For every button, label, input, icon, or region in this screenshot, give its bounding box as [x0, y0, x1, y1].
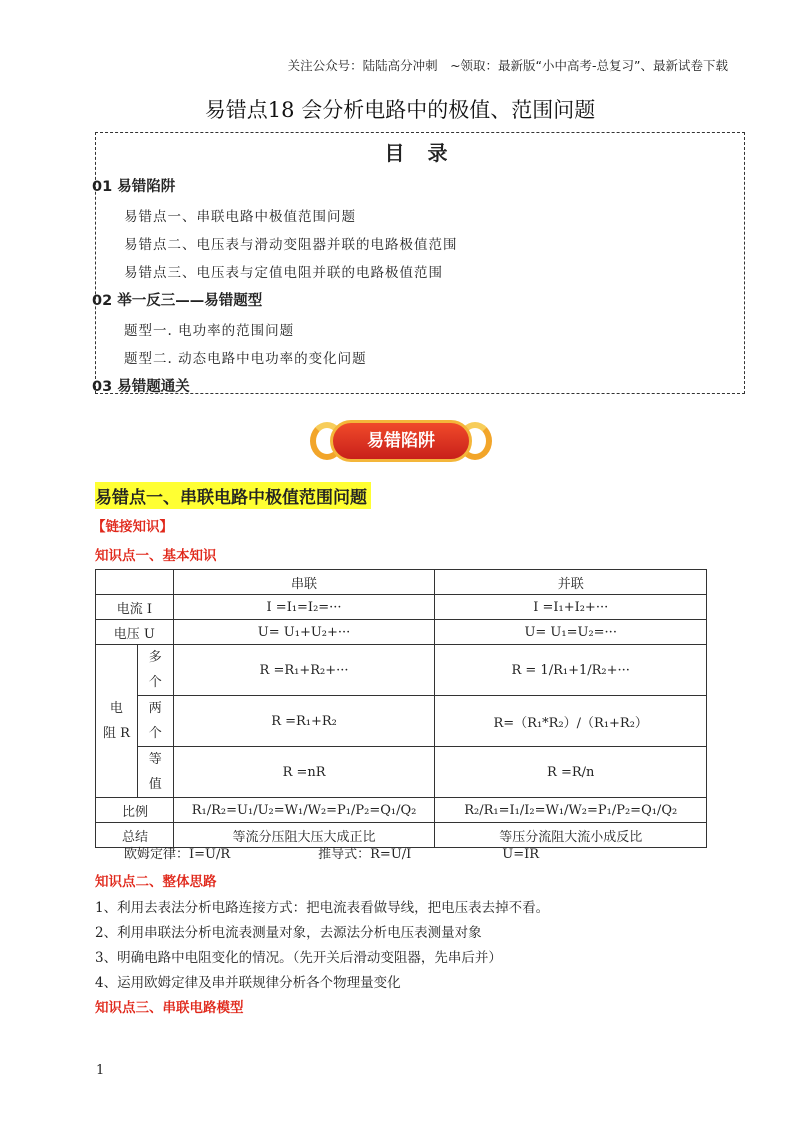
ohm-law-line [124, 843, 539, 862]
cell-ratio-parallel: R₂/R₁=I₁/I₂=W₁/W₂=P₁/P₂=Q₁/Q₂ [435, 798, 707, 823]
two-char-2: 个 [148, 726, 162, 741]
banner-badge [308, 412, 494, 470]
kp2-item-2: 2、利用串联法分析电流表测量对象，去源法分析电压表测量对象 [95, 925, 482, 941]
cell-voltage-series: U= U₁+U₂+··· [173, 620, 435, 645]
resistance-label-line1: 电 [109, 701, 123, 716]
ohm-law: 欧姆定律：I=U/R [124, 847, 231, 862]
table-row [96, 747, 707, 798]
cell-two-series: R =R₁+R₂ [173, 696, 435, 747]
row-label-ratio: 比例 [96, 798, 174, 823]
toc-item-1-3[interactable]: 易错点三、电压表与定值电阻并联的电路极值范围 [124, 265, 443, 281]
two-char-1: 两 [148, 701, 162, 716]
cell-summary-series: 等流分压阻大压大成正比 [173, 823, 435, 848]
toc-heading: 目 录 [384, 141, 456, 165]
kp2-title: 知识点二、整体思路 [95, 874, 217, 890]
table-header-series: 串联 [173, 570, 435, 595]
section-title: 易错点一、串联电路中极值范围问题 [95, 482, 371, 509]
cell-voltage-parallel: U= U₁=U₂=··· [435, 620, 707, 645]
knowledge-table [95, 569, 707, 848]
kp3-title: 知识点三、串联电路模型 [95, 1000, 244, 1016]
cell-multi-series: R =R₁+R₂+··· [173, 645, 435, 696]
cell-two-parallel: R=（R₁*R₂）/（R₁+R₂） [435, 696, 707, 747]
resistance-label-line2: 阻 R [102, 726, 130, 741]
kp2-item-1: 1、利用去表法分析电路连接方式：把电流表看做导线，把电压表去掉不看。 [95, 900, 550, 916]
header-note: 关注公众号：陆陆高分冲刺 ~领取：最新版“小中高考-总复习”、最新试卷下载 [287, 58, 728, 73]
table-row [96, 570, 707, 595]
banner-label: 易错陷阱 [330, 420, 472, 462]
row-label-summary: 总结 [96, 823, 174, 848]
multi-char-1: 多 [148, 650, 162, 665]
sub-label-multi [137, 645, 173, 696]
table-row [96, 798, 707, 823]
cell-ratio-series: R₁/R₂=U₁/U₂=W₁/W₂=P₁/P₂=Q₁/Q₂ [173, 798, 435, 823]
row-label-voltage: 电压 U [96, 620, 174, 645]
document-title: 易错点18 会分析电路中的极值、范围问题 [204, 98, 596, 122]
toc-section-1[interactable]: 01 易错陷阱 [92, 179, 176, 195]
page-number: 1 [96, 1063, 105, 1078]
row-label-resistance [96, 645, 138, 798]
sub-label-two [137, 696, 173, 747]
kp2-item-4: 4、运用欧姆定律及串并联规律分析各个物理量变化 [95, 975, 401, 991]
cell-current-parallel: I =I₁+I₂+··· [435, 595, 707, 620]
table-row [96, 620, 707, 645]
toc-section-3[interactable]: 03 易错题通关 [92, 379, 190, 395]
sub-label-equal [137, 747, 173, 798]
table-of-contents [92, 132, 745, 395]
cell-equal-series: R =nR [173, 747, 435, 798]
toc-item-2-2[interactable]: 题型二. 动态电路中电功率的变化问题 [124, 351, 367, 367]
row-label-current: 电流 I [96, 595, 174, 620]
kp2-item-3: 3、明确电路中电阻变化的情况。（先开关后滑动变阻器，先串后并） [95, 950, 502, 966]
ohm-derived: 推导式：R=U/I [318, 847, 412, 862]
table-row [96, 595, 707, 620]
table-header-parallel: 并联 [435, 570, 707, 595]
link-knowledge-label: 【链接知识】 [92, 519, 173, 535]
equal-char-2: 值 [148, 777, 162, 792]
toc-item-2-1[interactable]: 题型一. 电功率的范围问题 [124, 323, 295, 339]
ohm-third: U=IR [502, 847, 540, 862]
cell-summary-parallel: 等压分流阻大流小成反比 [435, 823, 707, 848]
toc-item-1-1[interactable]: 易错点一、串联电路中极值范围问题 [124, 209, 356, 225]
cell-current-series: I =I₁=I₂=··· [173, 595, 435, 620]
cell-multi-parallel: R = 1/R₁+1/R₂+··· [435, 645, 707, 696]
table-row [96, 696, 707, 747]
multi-char-2: 个 [148, 675, 162, 690]
table-corner-cell [96, 570, 174, 595]
equal-char-1: 等 [148, 752, 162, 767]
toc-section-2[interactable]: 02 举一反三——易错题型 [92, 293, 263, 309]
table-row [96, 645, 707, 696]
cell-equal-parallel: R =R/n [435, 747, 707, 798]
kp1-title: 知识点一、基本知识 [95, 548, 217, 564]
toc-item-1-2[interactable]: 易错点二、电压表与滑动变阻器并联的电路极值范围 [124, 237, 458, 253]
